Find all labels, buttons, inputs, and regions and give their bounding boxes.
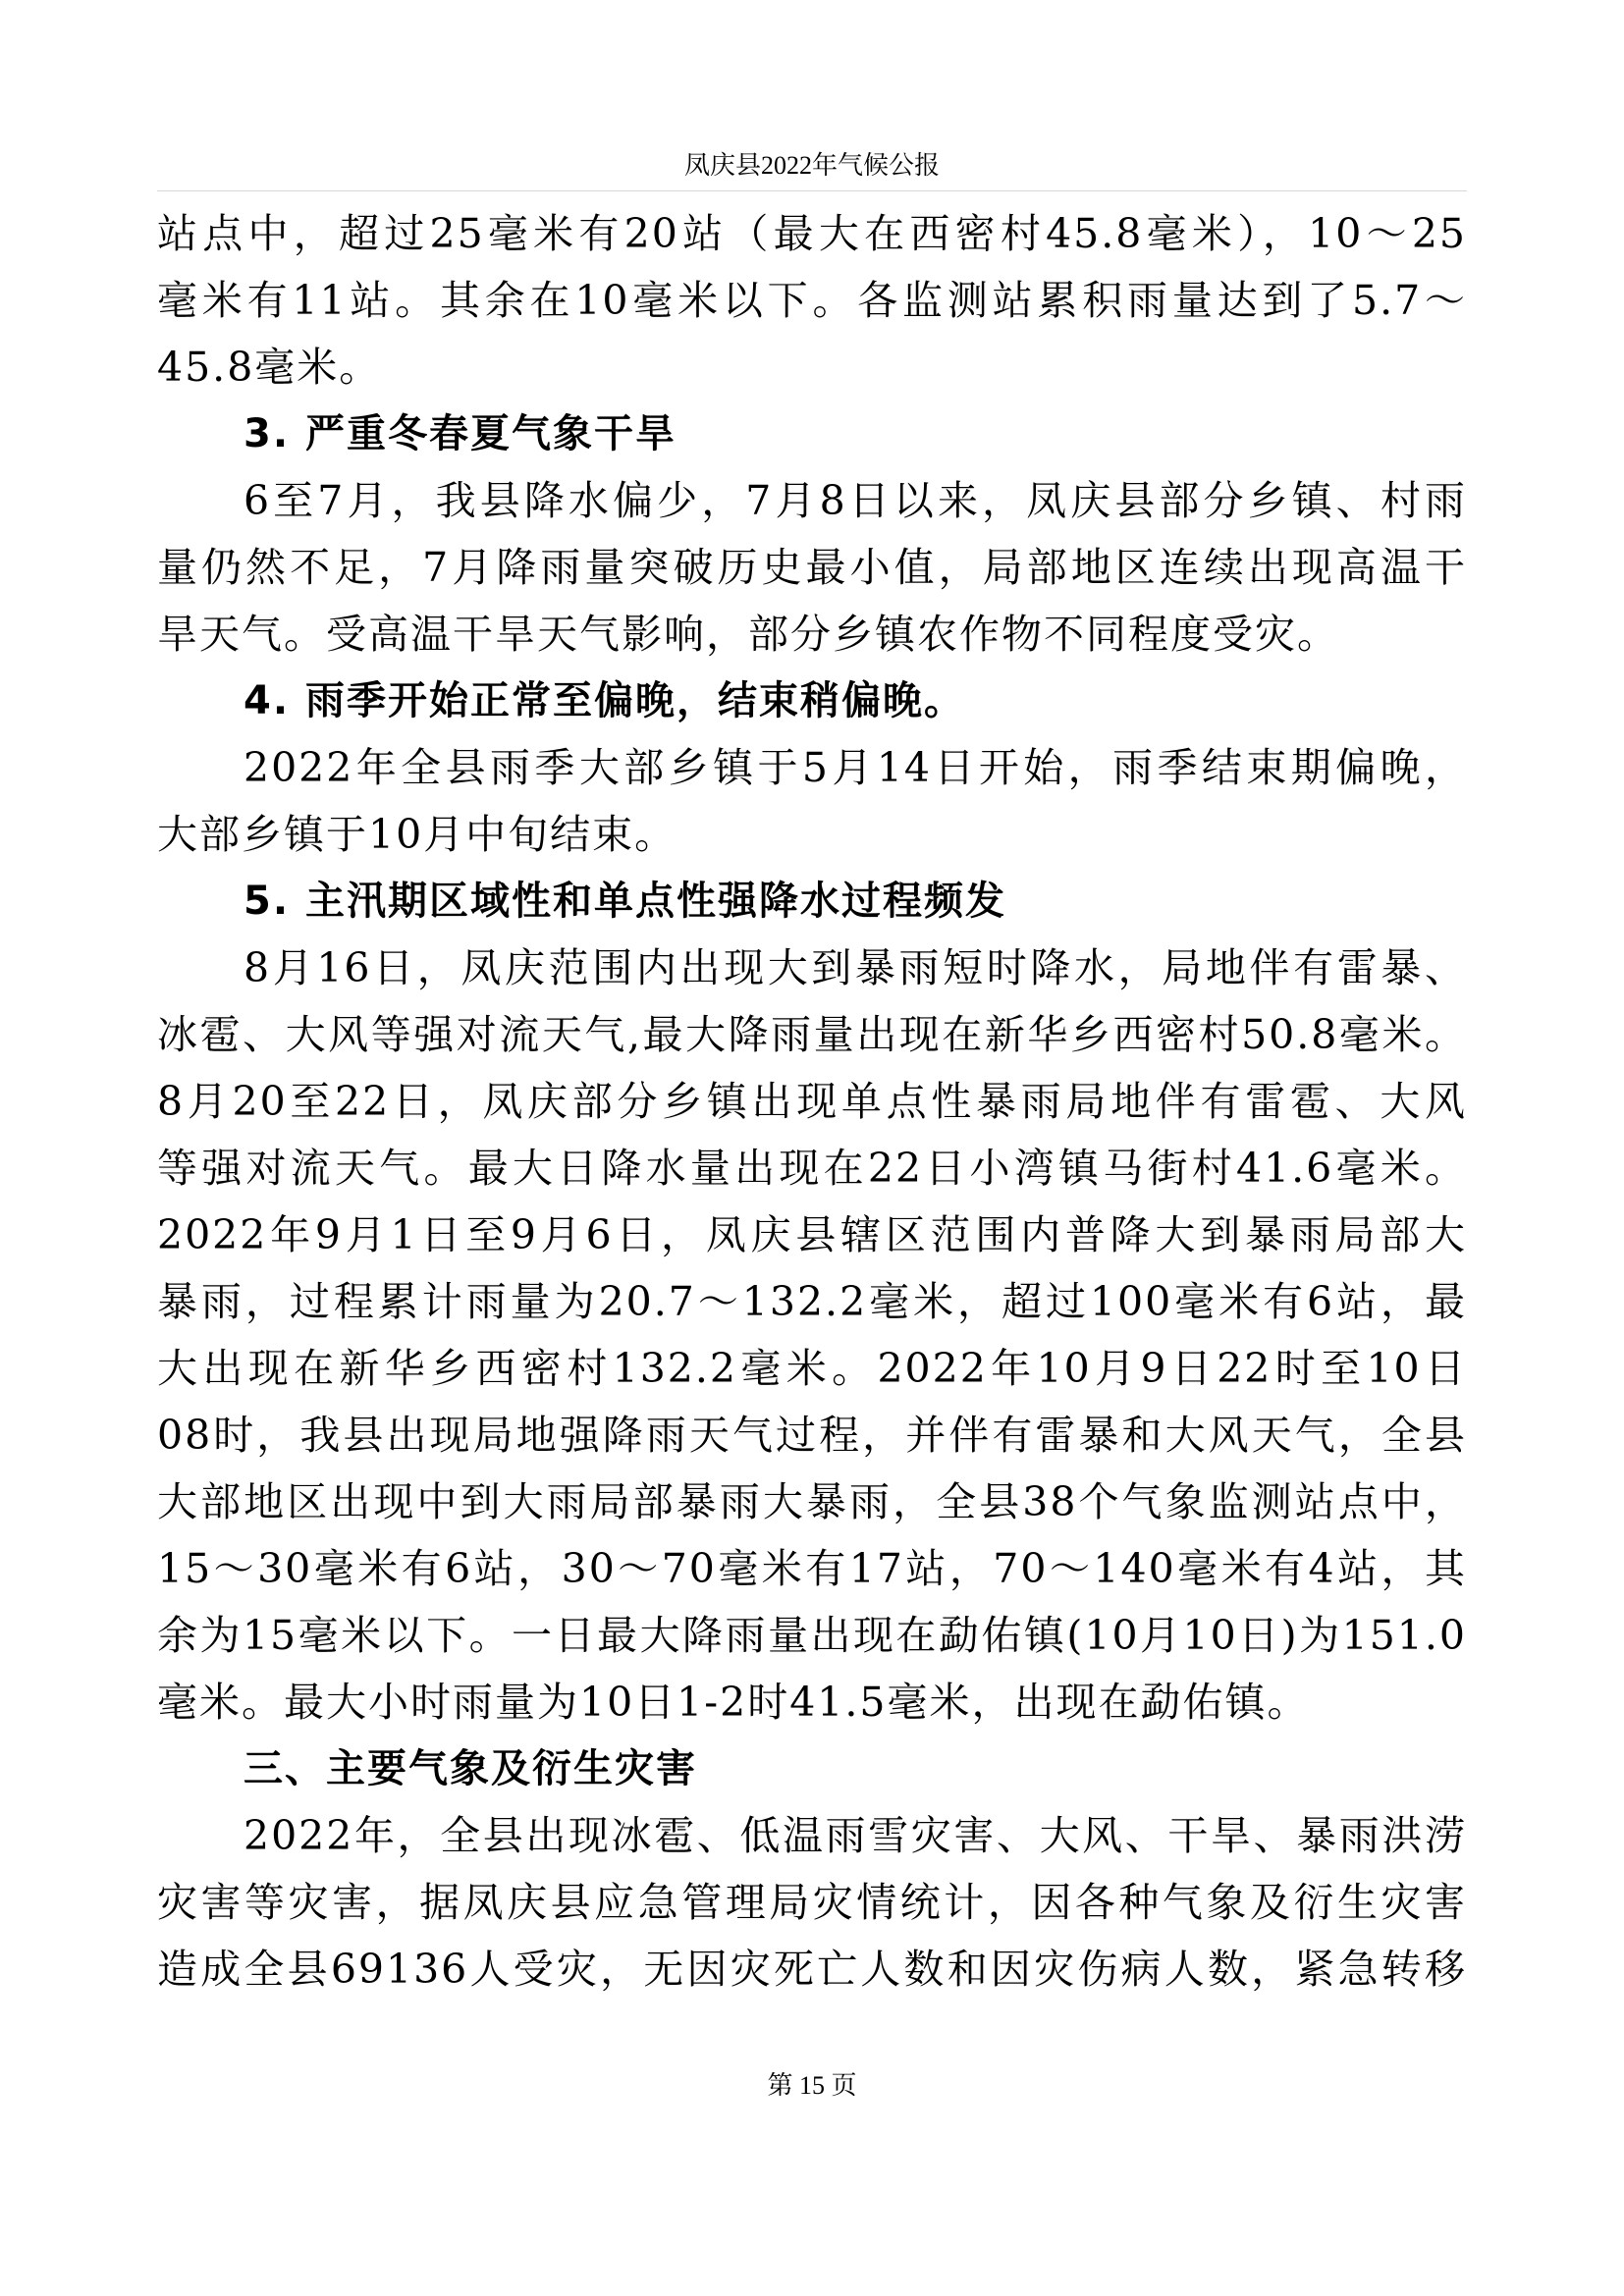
text-line: 旱天气。受高温干旱天气影响，部分乡镇农作物不同程度受灾。 (157, 611, 1339, 658)
text-line: 6至7月，我县降水偏少，7月8日以来，凤庆县部分乡镇、村雨 (244, 477, 1467, 524)
text-line: 15～30毫米有6站，30～70毫米有17站，70～140毫米有4站，其 (157, 1545, 1467, 1592)
text-line: 灾害等灾害，据凤庆县应急管理局灾情统计，因各种气象及衍生灾害 (157, 1879, 1467, 1926)
text-line: 毫米有11站。其余在10毫米以下。各监测站累积雨量达到了5.7～ (157, 277, 1467, 324)
header-divider (157, 190, 1467, 191)
text-line: 2022年9月1日至9月6日，凤庆县辖区范围内普降大到暴雨局部大 (157, 1211, 1467, 1258)
text-line: 45.8毫米。 (157, 344, 382, 391)
page-header: 凤庆县2022年气候公报 (683, 151, 940, 180)
section-heading: 3. 严重冬春夏气象干旱 (244, 411, 677, 456)
text-line: 2022年，全县出现冰雹、低温雨雪灾害、大风、干旱、暴雨洪涝 (244, 1812, 1467, 1859)
section-heading: 三、主要气象及衍生灾害 (244, 1746, 697, 1791)
text-line: 大部地区出现中到大雨局部暴雨大暴雨，全县38个气象监测站点中， (157, 1478, 1467, 1525)
text-line: 大部乡镇于10月中旬结束。 (157, 811, 677, 858)
text-line: 余为15毫米以下。一日最大降雨量出现在勐佑镇(10月10日)为151.0 (157, 1612, 1467, 1659)
text-line: 08时，我县出现局地强降雨天气过程，并伴有雷暴和大风天气，全县 (157, 1412, 1467, 1459)
text-line: 冰雹、大风等强对流天气,最大降雨量出现在新华乡西密村50.8毫米。 (157, 1011, 1467, 1058)
section-heading: 4. 雨季开始正常至偏晚，结束稍偏晚。 (244, 678, 965, 723)
text-line: 暴雨，过程累计雨量为20.7～132.2毫米，超过100毫米有6站，最 (157, 1278, 1467, 1325)
text-line: 造成全县69136人受灾，无因灾死亡人数和因灾伤病人数，紧急转移 (157, 1946, 1467, 1993)
text-line: 站点中，超过25毫米有20站（最大在西密村45.8毫米），10～25 (157, 210, 1467, 257)
page-footer: 第 15 页 (767, 2071, 857, 2100)
text-line: 量仍然不足，7月降雨量突破历史最小值，局部地区连续出现高温干 (157, 544, 1467, 591)
section-heading: 5. 主汛期区域性和单点性强降水过程频发 (244, 879, 1006, 924)
text-line: 大出现在新华乡西密村132.2毫米。2022年10月9日22时至10日 (157, 1345, 1467, 1392)
text-line: 毫米。最大小时雨量为10日1-2时41.5毫米，出现在勐佑镇。 (157, 1679, 1310, 1726)
text-line: 等强对流天气。最大日降水量出现在22日小湾镇马街村41.6毫米。 (157, 1145, 1467, 1192)
text-line: 8月16日，凤庆范围内出现大到暴雨短时降水，局地伴有雷暴、 (244, 944, 1467, 991)
text-line: 8月20至22日，凤庆部分乡镇出现单点性暴雨局地伴有雷雹、大风 (157, 1078, 1467, 1125)
text-line: 2022年全县雨季大部乡镇于5月14日开始，雨季结束期偏晚， (244, 744, 1467, 791)
